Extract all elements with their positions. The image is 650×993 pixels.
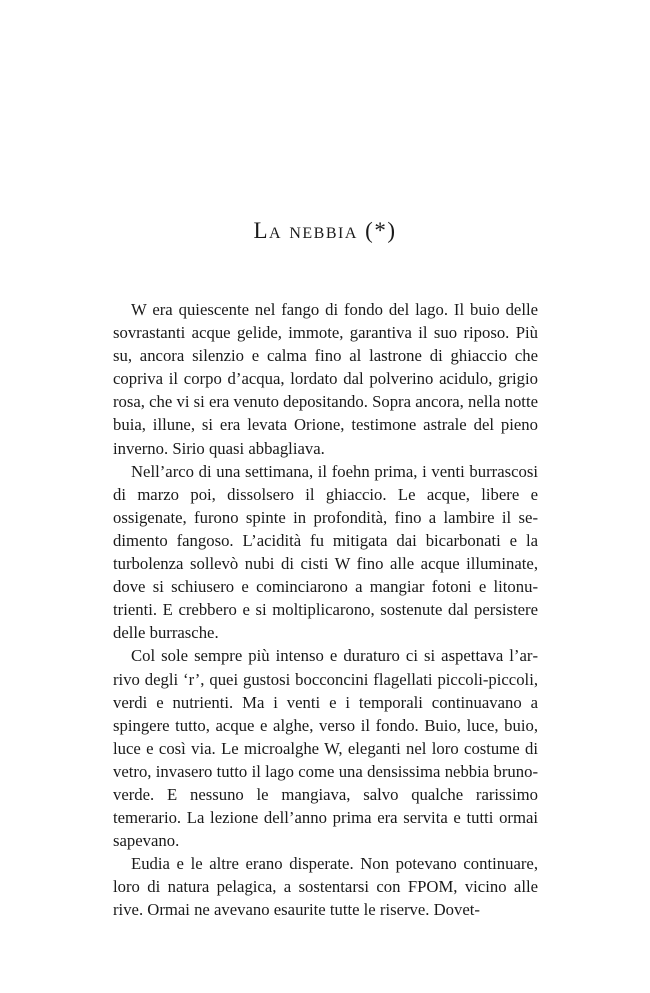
paragraph: W era quiescente nel fango di fondo del lago. Il buio delle sovrastanti acque gelide, immote, garantiva il suo riposo. Più su, ancora silenzio e calma fino al lastrone di ghiaccio che copriva il corpo d’acqua, lordato dal polverino acidulo, grigio rosa, che vi si era venuto depositando. Sopra ancora, nella notte buia, illune, si era levata Orione, testimone astrale del pieno inverno. Sirio quasi abbagliava. [113, 300, 538, 458]
chapter-title: La nebbia (*) [253, 218, 397, 243]
paragraph: Col sole sempre più intenso e duraturo ci si aspettava l’arrivo degli ‘r’, quei gustosi bocconcini flagellati piccoli-piccoli, verdi e nutrienti. Ma i venti e i temporali continuavano a spingere tutto, acque e alghe, verso il fondo. Buio, luce, buio, luce e così via. Le microalghe W, eleganti nel loro costume di vetro, invasero tutto il lago come una densissima nebbia bruno-verde. E nessuno le mangiava, salvo qualche rarissimo temerario. La lezione dell’anno prima era servita e tutti ormai sapevano. [113, 646, 538, 851]
paragraph: Eudia e le altre erano disperate. Non potevano continuare, loro di natura pelagica, a sostentarsi con FPOM, vicino alle rive. Ormai ne avevano esaurite tutte le riserve. Dovet- [113, 854, 538, 920]
chapter-body [113, 298, 538, 922]
paragraph: Nell’arco di una settimana, il foehn prima, i venti burrascosi di marzo poi, dissolsero il ghiaccio. Le acque, libere e ossigenate, furono spinte in profondità, fino a lambire il sedimento fangoso. L’acidità fu mitigata dai bicarbonati e la turbolenza sollevò nubi di cisti W fino alle acque illuminate, dove si schiusero e cominciarono a mangiar fotoni e litonutrienti. E crebbero e si moltiplicarono, sostenute dal persistere delle burrasche. [113, 461, 538, 643]
